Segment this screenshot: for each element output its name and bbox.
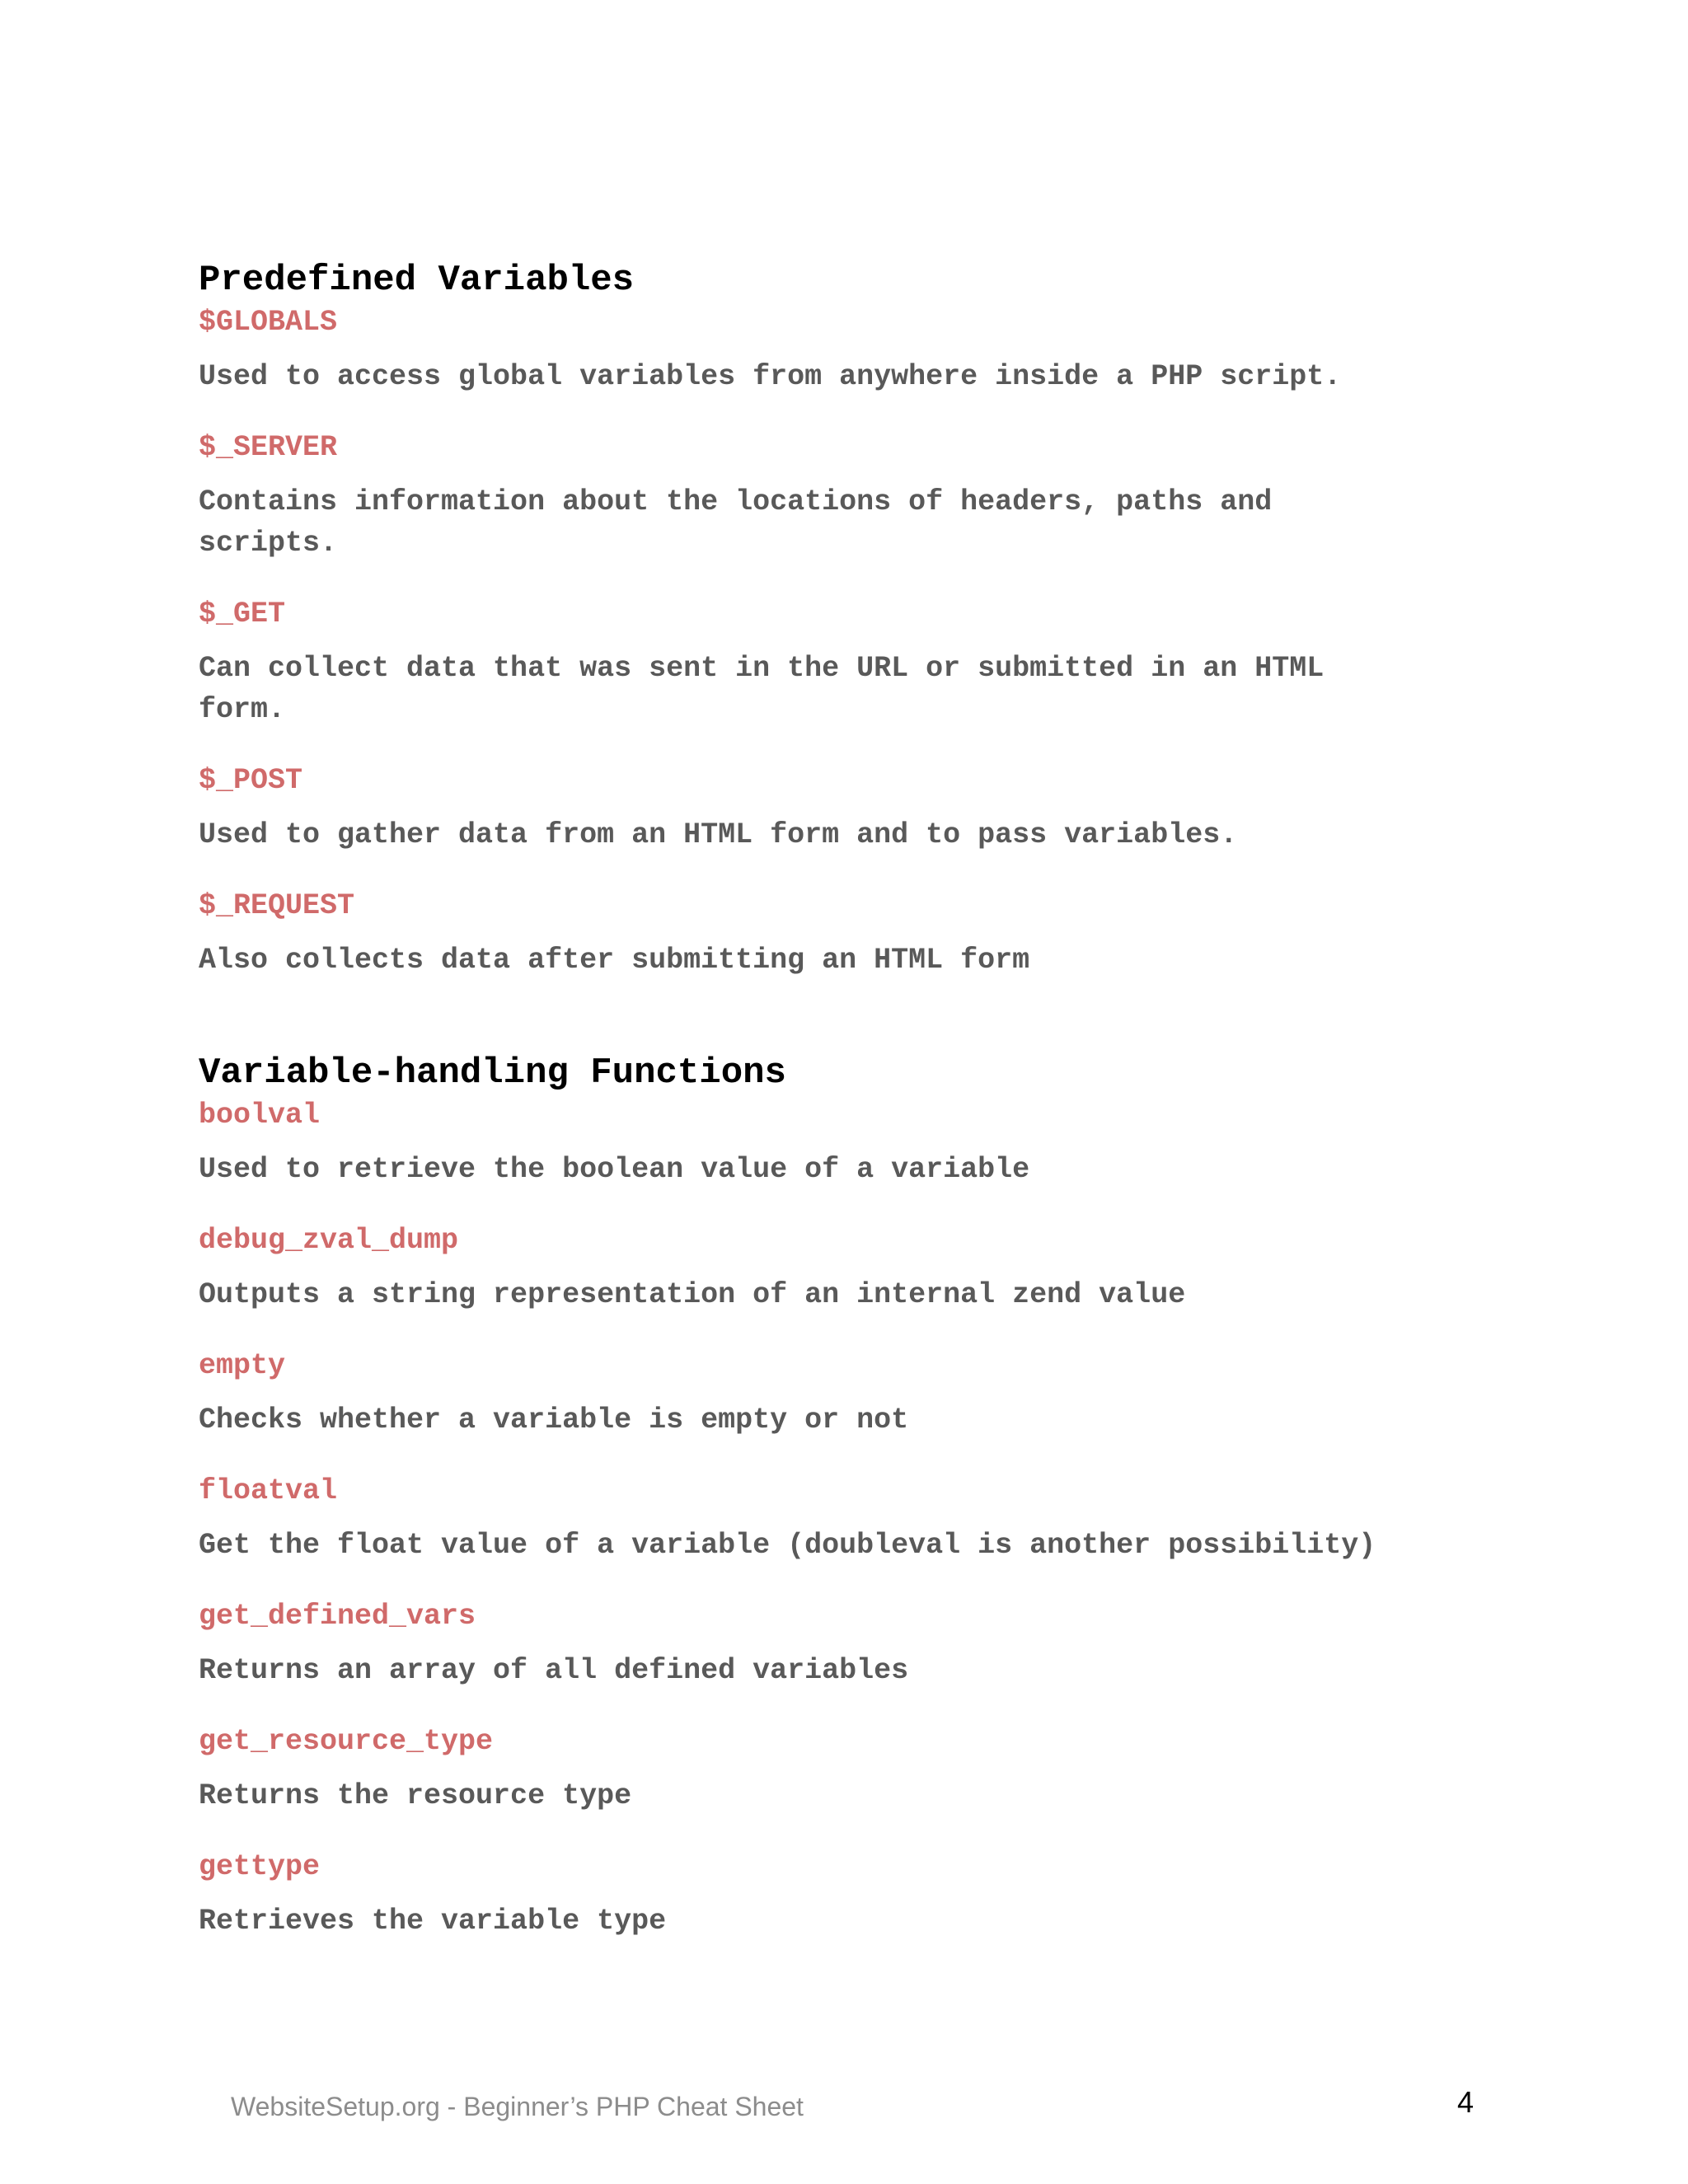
term-get-defined-vars: get_defined_vars (199, 1600, 476, 1633)
term-description: Also collects data after submitting an HTML form (199, 944, 1030, 977)
list-item (199, 1474, 1517, 1566)
term-floatval: floatval (199, 1474, 338, 1507)
list-item (199, 1223, 1517, 1315)
term-description: Get the float value of a variable (doubleval is another possibility) (199, 1529, 1376, 1562)
list-item (199, 305, 1517, 397)
term-request: $_REQUEST (199, 889, 355, 922)
page-number: 4 (1457, 2085, 1475, 2119)
section-heading: Variable-handling Functions (199, 1052, 786, 1094)
list-item (199, 1599, 1517, 1691)
list-item (199, 597, 1517, 730)
term-description: Used to retrieve the boolean value of a variable (199, 1153, 1030, 1186)
list-item (199, 1348, 1517, 1441)
term-globals: $GLOBALS (199, 306, 338, 339)
term-description: Used to access global variables from anywhere inside a PHP script. (199, 360, 1342, 393)
page-content (199, 260, 1517, 1942)
list-item (199, 1849, 1517, 1942)
term-empty: empty (199, 1349, 286, 1382)
list-item (199, 763, 1517, 855)
term-get: $_GET (199, 598, 286, 630)
footer-text: WebsiteSetup.org - Beginner’s PHP Cheat Sheet (231, 2092, 804, 2121)
term-description: Returns an array of all defined variables (199, 1654, 909, 1687)
list-item (199, 1724, 1517, 1816)
term-description: Checks whether a variable is empty or not (199, 1404, 909, 1436)
term-get-resource-type: get_resource_type (199, 1725, 494, 1758)
term-description: Returns the resource type (199, 1779, 632, 1812)
term-description: Can collect data that was sent in the URL or submitted in an HTML form. (199, 652, 1325, 726)
list-item (199, 430, 1517, 564)
term-debug-zval-dump: debug_zval_dump (199, 1224, 459, 1257)
section-predefined-variables (199, 260, 1517, 981)
term-description: Retrieves the variable type (199, 1905, 667, 1938)
term-boolval: boolval (199, 1099, 321, 1132)
list-item (199, 888, 1517, 981)
term-server: $_SERVER (199, 431, 338, 464)
term-post: $_POST (199, 764, 303, 797)
term-description: Used to gather data from an HTML form and to pass variables. (199, 818, 1238, 851)
term-description: Contains information about the locations of headers, paths and scripts. (199, 485, 1273, 560)
term-gettype: gettype (199, 1850, 321, 1883)
term-description: Outputs a string representation of an internal zend value (199, 1278, 1186, 1311)
section-variable-handling-functions (199, 1053, 1517, 1942)
list-item (199, 1098, 1517, 1190)
section-heading: Predefined Variables (199, 260, 635, 301)
